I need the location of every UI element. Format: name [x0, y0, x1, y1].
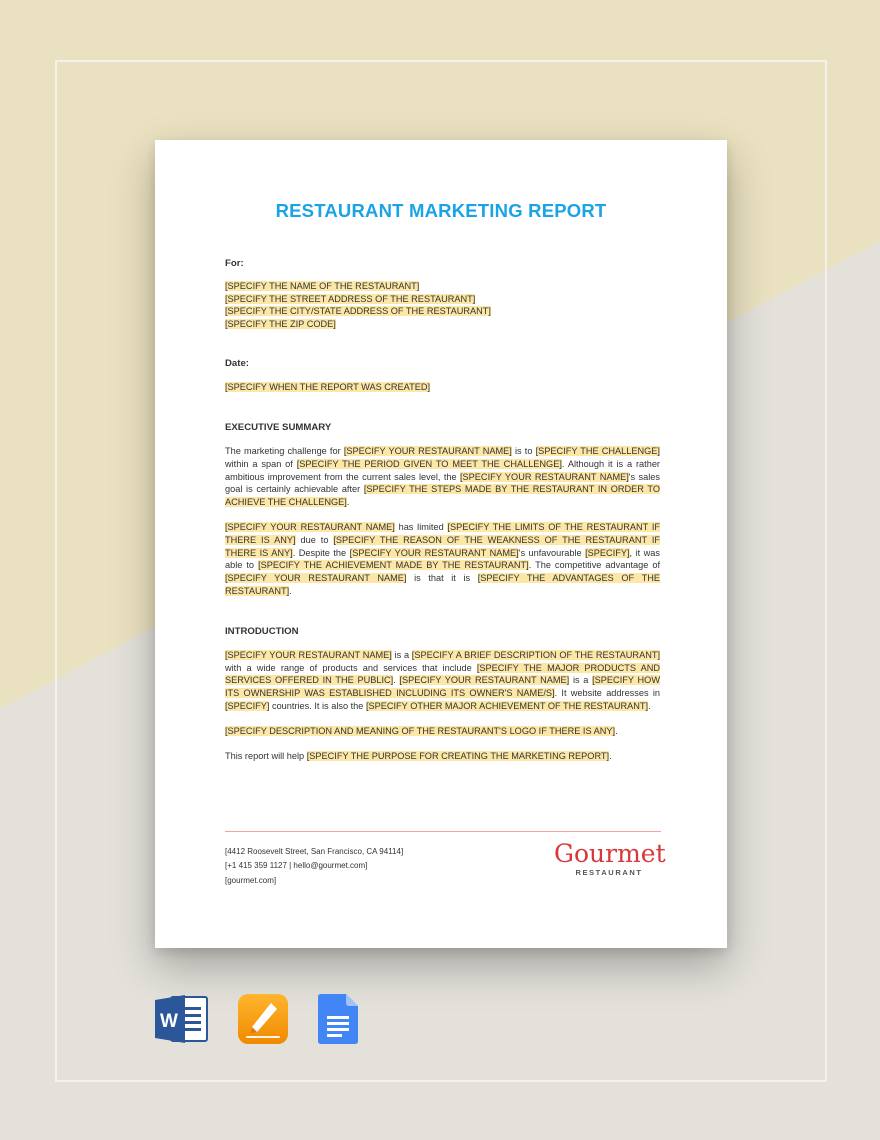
placeholder-highlight: [SPECIFY YOUR RESTAURANT NAME] [225, 573, 407, 584]
body-text: is a [569, 675, 593, 686]
executive-summary-paragraph-1 [225, 445, 660, 509]
body-text: is that it is [406, 573, 478, 584]
body-text: . [648, 700, 651, 711]
body-text: with a wide range of products and services that include [225, 662, 477, 673]
footer-phone-email: [+1 415 359 1127 | hello@gourmet.com] [225, 861, 368, 871]
placeholder-highlight: [SPECIFY THE PURPOSE FOR CREATING THE MARKETING REPORT] [306, 750, 610, 761]
body-text: , it was able to [225, 547, 660, 571]
document-body [225, 258, 660, 762]
executive-summary-paragraph-2 [225, 521, 660, 598]
for-label: For: [225, 258, 244, 269]
address-line: [SPECIFY THE STREET ADDRESS OF THE RESTAURANT] [225, 293, 476, 304]
body-text: 's sales goal is certainly achievable after [225, 471, 660, 495]
logo-subtitle: RESTAURANT [575, 868, 643, 877]
body-text: has limited [394, 521, 448, 532]
placeholder-highlight: [SPECIFY THE REASON OF THE WEAKNESS OF THE RESTAURANT IF THERE IS ANY] [225, 534, 660, 558]
introduction-heading: INTRODUCTION [225, 625, 299, 637]
document-page [155, 140, 727, 948]
placeholder-highlight: [SPECIFY YOUR RESTAURANT NAME] [343, 445, 512, 456]
placeholder-highlight: [SPECIFY THE LIMITS OF THE RESTAURANT IF THERE IS ANY] [225, 521, 660, 545]
body-text: . [346, 497, 350, 508]
address-line: [SPECIFY THE CITY/STATE ADDRESS OF THE RESTAURANT] [225, 306, 491, 317]
document-title: RESTAURANT MARKETING REPORT [275, 200, 607, 221]
date-value: [SPECIFY WHEN THE REPORT WAS CREATED] [225, 382, 431, 393]
placeholder-highlight: [SPECIFY THE CHALLENGE] [535, 445, 660, 456]
placeholder-highlight: [SPECIFY THE ACHIEVEMENT MADE BY THE RESTAURANT] [258, 560, 529, 571]
body-text: within a span of [225, 458, 297, 469]
placeholder-highlight: [SPECIFY THE STEPS MADE BY THE RESTAURANT IN ORDER TO ACHIEVE THE CHALLENGE] [225, 484, 660, 508]
body-text: . The competitive advantage of [528, 560, 660, 571]
footer-address: [4412 Roosevelt Street, San Francisco, CA 94114] [225, 847, 404, 856]
footer-divider [225, 831, 661, 832]
address-line: [SPECIFY THE NAME OF THE RESTAURANT] [225, 281, 420, 291]
body-text: The marketing challenge for [225, 445, 344, 456]
introduction-paragraph-3 [225, 750, 660, 763]
placeholder-highlight: [SPECIFY OTHER MAJOR ACHIEVEMENT OF THE RESTAURANT] [365, 700, 649, 711]
placeholder-highlight: [SPECIFY YOUR RESTAURANT NAME] [399, 675, 570, 686]
placeholder-highlight: [SPECIFY] [225, 700, 270, 711]
body-text: . [289, 585, 292, 596]
executive-summary-heading: EXECUTIVE SUMMARY [225, 421, 332, 433]
placeholder-highlight: [SPECIFY YOUR RESTAURANT NAME] [460, 471, 629, 482]
body-text: . Despite the [292, 547, 350, 558]
pages-app-icon[interactable] [238, 994, 288, 1049]
placeholder-highlight: [SPECIFY YOUR RESTAURANT NAME] [225, 649, 392, 660]
placeholder-highlight: [SPECIFY YOUR RESTAURANT NAME] [225, 521, 395, 532]
placeholder-highlight: [SPECIFY DESCRIPTION AND MEANING OF THE RESTAURANT'S LOGO IF THERE IS ANY] [225, 725, 616, 736]
body-text: . It website addresses in [554, 688, 660, 699]
body-text: countries. It is also the [269, 700, 366, 711]
placeholder-highlight: [SPECIFY THE ADVANTAGES OF THE RESTAURANT] [225, 573, 660, 596]
introduction-paragraph-2 [225, 725, 660, 738]
address-line: [SPECIFY THE ZIP CODE] [225, 318, 336, 329]
body-text: . Although it is a rather ambitious improvement from the current sales level, the [225, 458, 660, 482]
body-text: . [609, 750, 612, 761]
footer-website: [gourmet.com] [225, 875, 277, 885]
placeholder-highlight: [SPECIFY A BRIEF DESCRIPTION OF THE RESTAURANT] [411, 649, 660, 660]
placeholder-highlight: [SPECIFY YOUR RESTAURANT NAME] [349, 547, 519, 558]
gourmet-logo [554, 840, 664, 877]
svg-text:W: W [160, 1011, 178, 1032]
body-text: . [393, 675, 400, 686]
placeholder-highlight: [SPECIFY HOW ITS OWNERSHIP WAS ESTABLISHED INCLUDING ITS OWNER'S NAME/S] [225, 675, 660, 699]
body-text: is a [391, 649, 412, 660]
placeholder-highlight: [SPECIFY THE PERIOD GIVEN TO MEET THE CHALLENGE] [296, 458, 562, 469]
date-label: Date: [225, 358, 249, 370]
footer-contact [225, 845, 403, 888]
placeholder-highlight: [SPECIFY THE MAJOR PRODUCTS AND SERVICES OFFERED IN THE PUBLIC] [225, 662, 661, 686]
body-text: This report will help [225, 750, 307, 761]
placeholder-highlight: [SPECIFY] [585, 547, 630, 558]
body-text: . [615, 725, 618, 736]
google-docs-app-icon[interactable] [318, 994, 358, 1049]
body-text: is to [511, 445, 536, 456]
word-app-icon[interactable] [155, 994, 209, 1049]
recipient-address [225, 280, 660, 330]
introduction-paragraph-1 [225, 649, 660, 713]
body-text: 's unfavourable [518, 547, 586, 558]
body-text: due to [295, 534, 334, 545]
logo-wordmark: Gourmet [554, 839, 666, 868]
